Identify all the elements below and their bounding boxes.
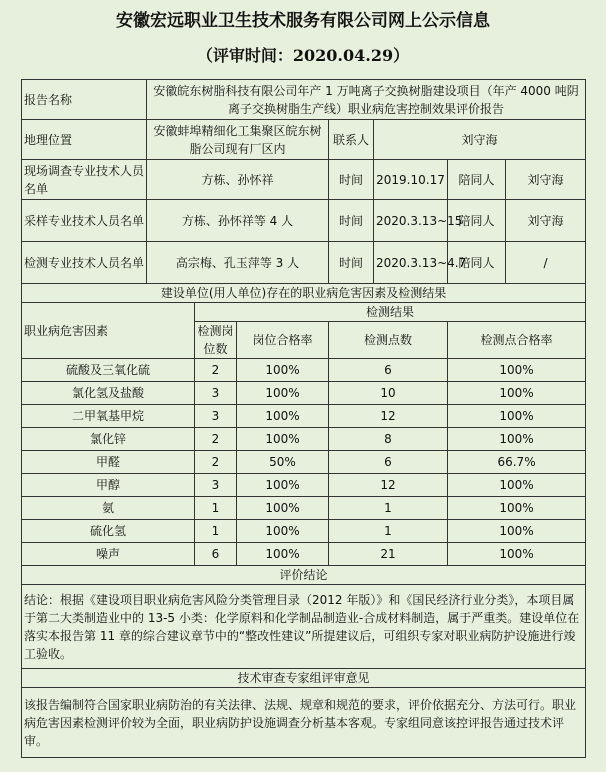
contact-label: 联系人 (329, 120, 374, 160)
personnel-label: 检测专业技术人员名单 (22, 242, 147, 284)
contact-value: 刘守海 (374, 120, 586, 160)
point-rate-value: 100% (448, 405, 586, 428)
hazards-section-row (22, 284, 586, 303)
personnel-row (22, 242, 586, 284)
location-value: 安徽蚌埠精细化工集聚区皖东树脂公司现有厂区内 (147, 120, 329, 160)
points-value: 12 (329, 474, 448, 497)
table-row (22, 474, 586, 497)
points-value: 6 (329, 451, 448, 474)
point-rate-value: 100% (448, 520, 586, 543)
point-rate-header: 检测点合格率 (448, 322, 586, 359)
points-value: 1 (329, 520, 448, 543)
review-time: （评审时间：2020.04.29） (196, 46, 410, 65)
table-row (22, 451, 586, 474)
expert-title: 技术审查专家组评审意见 (22, 669, 586, 688)
table-row (22, 359, 586, 382)
conclusion-text: 结论：根据《建设项目职业病危害风险分类管理目录（2012 年版）》和《国民经济行业分类》，本项目属于第二大类制造业中的 13-5 小类：化学原料和化学制品制造业-合成材料制造，属于严重类。建设单位在落实本报告第 11 章的综合建议章节中的“整改性建议”所提建议后，可组织专家对职业病防护设施进行竣工验收。 (22, 585, 586, 669)
position-rate-value: 100% (237, 543, 329, 566)
time-value: 2020.3.13~15 (374, 200, 448, 242)
position-rate-value: 100% (237, 382, 329, 405)
companion-label: 陪同人 (448, 242, 506, 284)
points-value: 21 (329, 543, 448, 566)
companion-value: 刘守海 (506, 160, 586, 200)
position-rate-value: 50% (237, 451, 329, 474)
points-header: 检测点数 (329, 322, 448, 359)
time-label: 时间 (329, 200, 374, 242)
point-rate-value: 66.7% (448, 451, 586, 474)
personnel-names: 方栋、孙怀祥等 4 人 (147, 200, 329, 242)
expert-row (22, 688, 586, 758)
report-name-label: 报告名称 (22, 80, 147, 120)
hazards-header-row (22, 303, 586, 322)
results-header: 检测结果 (195, 303, 586, 322)
report-name-row (22, 80, 586, 120)
table-row (22, 405, 586, 428)
position-rate-value: 100% (237, 497, 329, 520)
table-row (22, 382, 586, 405)
hazards-section-title: 建设单位(用人单位)存在的职业病危害因素及检测结果 (22, 284, 586, 303)
point-rate-value: 100% (448, 428, 586, 451)
positions-value: 2 (195, 451, 237, 474)
point-rate-value: 100% (448, 359, 586, 382)
personnel-row (22, 160, 586, 200)
page-title: 安徽宏远职业卫生技术服务有限公司网上公示信息 (116, 11, 490, 31)
location-label: 地理位置 (22, 120, 147, 160)
personnel-row (22, 200, 586, 242)
positions-value: 2 (195, 359, 237, 382)
location-row (22, 120, 586, 160)
conclusion-title: 评价结论 (22, 566, 586, 585)
factor-name: 硫酸及三氧化硫 (22, 359, 195, 382)
factor-name: 甲醇 (22, 474, 195, 497)
conclusion-row (22, 585, 586, 669)
point-rate-value: 100% (448, 474, 586, 497)
report-name: 安徽皖东树脂科技有限公司年产 1 万吨离子交换树脂建设项目（年产 4000 吨阴离子交换树脂生产线）职业病危害控制效果评价报告 (147, 80, 586, 120)
point-rate-value: 100% (448, 497, 586, 520)
factor-name: 氯化氢及盐酸 (22, 382, 195, 405)
info-table (21, 79, 586, 758)
position-rate-value: 100% (237, 428, 329, 451)
position-rate-value: 100% (237, 359, 329, 382)
time-value: 2020.3.13~4.7 (374, 242, 448, 284)
factor-name: 噪声 (22, 543, 195, 566)
companion-value: 刘守海 (506, 200, 586, 242)
position-rate-header: 岗位合格率 (237, 322, 329, 359)
time-label: 时间 (329, 160, 374, 200)
positions-value: 3 (195, 474, 237, 497)
point-rate-value: 100% (448, 382, 586, 405)
personnel-names: 高宗梅、孔玉萍等 3 人 (147, 242, 329, 284)
position-rate-value: 100% (237, 405, 329, 428)
personnel-names: 方栋、孙怀祥 (147, 160, 329, 200)
table-row (22, 497, 586, 520)
factor-name: 氨 (22, 497, 195, 520)
positions-header: 检测岗位数 (195, 322, 237, 359)
positions-value: 6 (195, 543, 237, 566)
points-value: 10 (329, 382, 448, 405)
conclusion-title-row (22, 566, 586, 585)
personnel-label: 现场调查专业技术人员名单 (22, 160, 147, 200)
expert-title-row (22, 669, 586, 688)
factor-name: 氯化锌 (22, 428, 195, 451)
position-rate-value: 100% (237, 520, 329, 543)
point-rate-value: 100% (448, 543, 586, 566)
personnel-label: 采样专业技术人员名单 (22, 200, 147, 242)
positions-value: 1 (195, 520, 237, 543)
points-value: 6 (329, 359, 448, 382)
points-value: 1 (329, 497, 448, 520)
companion-label: 陪同人 (448, 160, 506, 200)
table-row (22, 520, 586, 543)
companion-label: 陪同人 (448, 200, 506, 242)
positions-value: 1 (195, 497, 237, 520)
table-row (22, 428, 586, 451)
positions-value: 3 (195, 382, 237, 405)
factor-name: 甲醛 (22, 451, 195, 474)
companion-value: / (506, 242, 586, 284)
positions-value: 2 (195, 428, 237, 451)
table-row (22, 543, 586, 566)
points-value: 12 (329, 405, 448, 428)
expert-text: 该报告编制符合国家职业病防治的有关法律、法规、规章和规范的要求，评价依据充分、方法可行。职业病危害因素检测评价较为全面，职业病防护设施调查分析基本客观。专家组同意该控评报告通过技术评审。 (22, 688, 586, 758)
points-value: 8 (329, 428, 448, 451)
factor-header: 职业病危害因素 (22, 303, 195, 359)
time-value: 2019.10.17 (374, 160, 448, 200)
time-label: 时间 (329, 242, 374, 284)
position-rate-value: 100% (237, 474, 329, 497)
factor-name: 硫化氢 (22, 520, 195, 543)
factor-name: 二甲氧基甲烷 (22, 405, 195, 428)
positions-value: 3 (195, 405, 237, 428)
